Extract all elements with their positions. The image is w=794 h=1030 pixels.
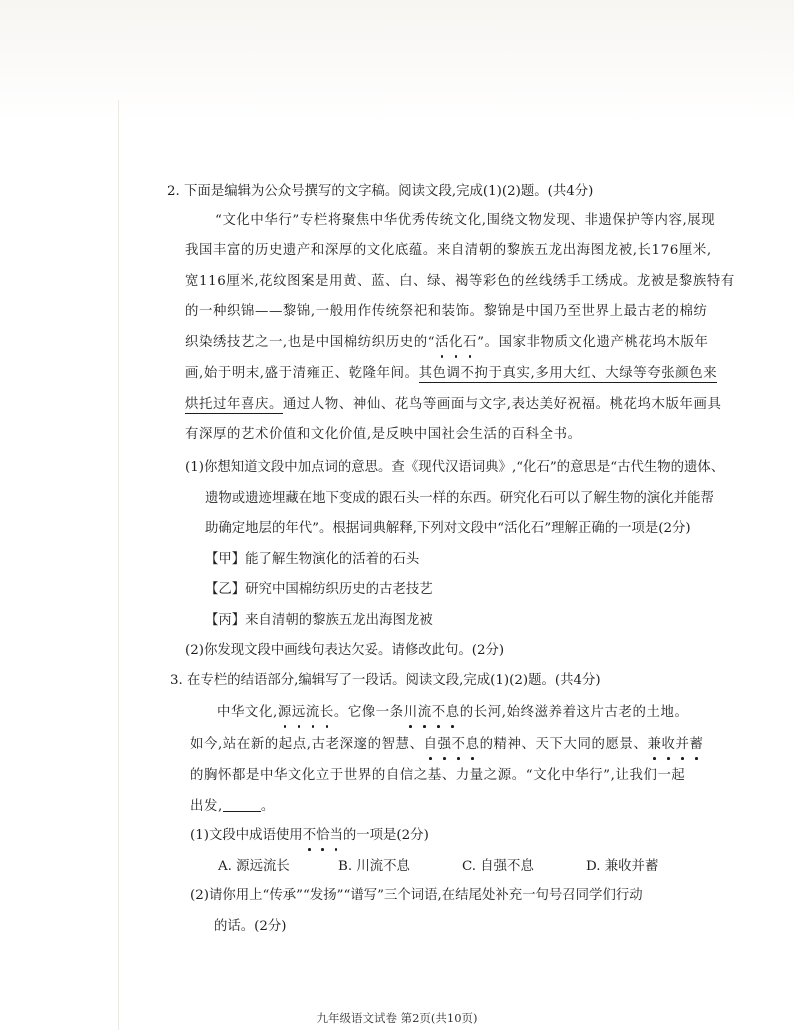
dotted-char: 长 (320, 703, 334, 723)
q2-passage-line-1: “文化中华行”专栏将聚焦中华优秀传统文化,围绕文物发现、非遗保护等内容,展现 (215, 213, 716, 228)
dotted-char: 蓄 (689, 735, 703, 755)
q2-passage-line-8: 有深厚的艺术价值和文化价值,是反映中国社会生活的百科全书。 (185, 427, 582, 442)
text-segment: 的精神、天下大同的愿景、 (479, 737, 648, 752)
dotted-char: 不 (303, 826, 316, 846)
q2-sub1-line-3: 助确定地层的年代”。根据词典解释,下列对文段中“活化石”理解正确的一项是(2分) (205, 521, 691, 536)
dotted-char: 远 (292, 703, 306, 723)
text-segment: 通过人物、神仙、花鸟等画面与文字,表达美好祝福。桃花坞木版年画具 (282, 397, 722, 412)
idiom-source-long (278, 705, 334, 720)
q3-sub2-line-1: (2)请你用上“传承”“发扬”“谱写”三个词语,在结尾处补充一句号召同学们行动 (190, 888, 643, 903)
q2-passage-line-4: 的一种织锦——黎锦,一般用作传统祭祀和装饰。黎锦是中国乃至世界上最古老的棉纺 (185, 304, 708, 319)
page-footer: 九年级语文试卷 第2页(共10页) (316, 1011, 478, 1025)
q3-option-d: D. 兼收并蓄 (586, 859, 659, 874)
q3-passage-line-1 (217, 703, 689, 723)
text-segment: 画,始于明末,盛于清雍正、乾隆年间。 (185, 366, 419, 381)
underlined-sentence: 其色调不拘于真实,多用大红、大绿等夸张颜色来 (418, 366, 718, 381)
dotted-char: 恰 (316, 826, 329, 846)
dotted-char: 当 (329, 826, 342, 846)
underlined-sentence: 烘托过年喜庆。 (185, 397, 283, 412)
q3-sub2-line-2: 的话。(2分) (214, 919, 287, 934)
text-segment: 。它像一条 (333, 705, 404, 720)
q2-option-bing: 【丙】来自清朝的黎族五龙出海图龙被 (205, 613, 433, 628)
q2-sub1-line-2: 遗物或遗迹埋藏在地下变成的跟石头一样的东西。研究化石可以了解生物的演化并能帮 (205, 491, 714, 506)
text-segment: 如今,站在新的起点,古老深邃的智慧、 (190, 737, 424, 752)
text-segment: (1)文段中成语使用 (190, 828, 303, 843)
idiom-inclusiveness (647, 737, 703, 752)
q2-option-yi: 【乙】研究中国棉纺织历史的古老技艺 (205, 582, 433, 597)
idiom-self-improvement (424, 737, 480, 752)
q3-passage-line-2 (190, 735, 703, 755)
q2-passage-line-6 (185, 364, 717, 384)
q3-sub1 (190, 826, 429, 846)
dotted-char: 兼 (647, 735, 661, 755)
q2-passage-line-2: 我国丰富的历史遗产和深厚的文化底蕴。来自清朝的黎族五龙出海图龙被,长176厘米, (185, 243, 712, 258)
dotted-char: 强 (438, 735, 452, 755)
dotted-char: 源 (278, 703, 292, 723)
text-segment: 的长河,始终滋养着这片古老的土地。 (459, 705, 689, 720)
dotted-char: 化 (449, 333, 463, 353)
idiom-endless-flow (404, 705, 460, 720)
text-segment: 出发, (190, 799, 223, 814)
q2-option-jia: 【甲】能了解生物演化的活着的石头 (205, 552, 420, 567)
q3-header: 3. 在专栏的结语部分,编辑写了一段话。阅读文段,完成(1)(2)题。(共4分) (170, 673, 601, 688)
dotted-char: 活 (435, 333, 449, 353)
q2-passage-line-3: 宽116厘米,花纹图案是用黄、蓝、白、绿、褐等彩色的丝线绣手工绣成。龙被是黎族特有 (185, 274, 735, 289)
text-segment: ”。国家非物质文化遗产桃花坞木版年 (477, 335, 709, 350)
dotted-char: 息 (466, 735, 480, 755)
dotted-char: 石 (463, 333, 477, 353)
dotted-char: 川 (404, 703, 418, 723)
q2-passage-line-7 (185, 395, 722, 415)
dotted-char: 并 (675, 735, 689, 755)
q3-passage-line-4 (190, 797, 275, 817)
text-segment: 的一项是(2分) (342, 828, 429, 843)
dotted-char: 流 (306, 703, 320, 723)
dotted-word (303, 828, 343, 843)
dotted-char: 息 (446, 703, 460, 723)
text-segment: 中华文化, (217, 705, 278, 720)
q2-passage-line-5 (185, 333, 708, 353)
q3-option-a: A. 源远流长 (218, 859, 290, 874)
q3-option-c: C. 自强不息 (462, 859, 534, 874)
dotted-char: 不 (452, 735, 466, 755)
scan-edge (118, 100, 119, 1030)
q3-passage-line-3: 的胸怀都是中华文化立于世界的自信之基、力量之源。“文化中华行”,让我们一起 (190, 768, 686, 783)
q2-header: 2. 下面是编辑为公众号撰写的文字稿。阅读文段,完成(1)(2)题。(共4分) (167, 184, 594, 199)
dotted-char: 流 (418, 703, 432, 723)
q2-sub2: (2)你发现文段中画线句表达欠妥。请修改此句。(2分) (185, 643, 505, 658)
answer-blank[interactable] (223, 797, 261, 812)
dotted-char: 收 (661, 735, 675, 755)
q2-sub1-line-1: (1)你想知道文段中加点词的意思。查《现代汉语词典》,“化石”的意思是“古代生物的遗体、 (185, 460, 725, 475)
q3-option-b: B. 川流不息 (338, 859, 410, 874)
dotted-char: 自 (424, 735, 438, 755)
dotted-char: 不 (432, 703, 446, 723)
text-segment: 织染绣技艺之一,也是中国棉纺织历史的“ (185, 335, 436, 350)
text-segment: 。 (260, 799, 275, 814)
